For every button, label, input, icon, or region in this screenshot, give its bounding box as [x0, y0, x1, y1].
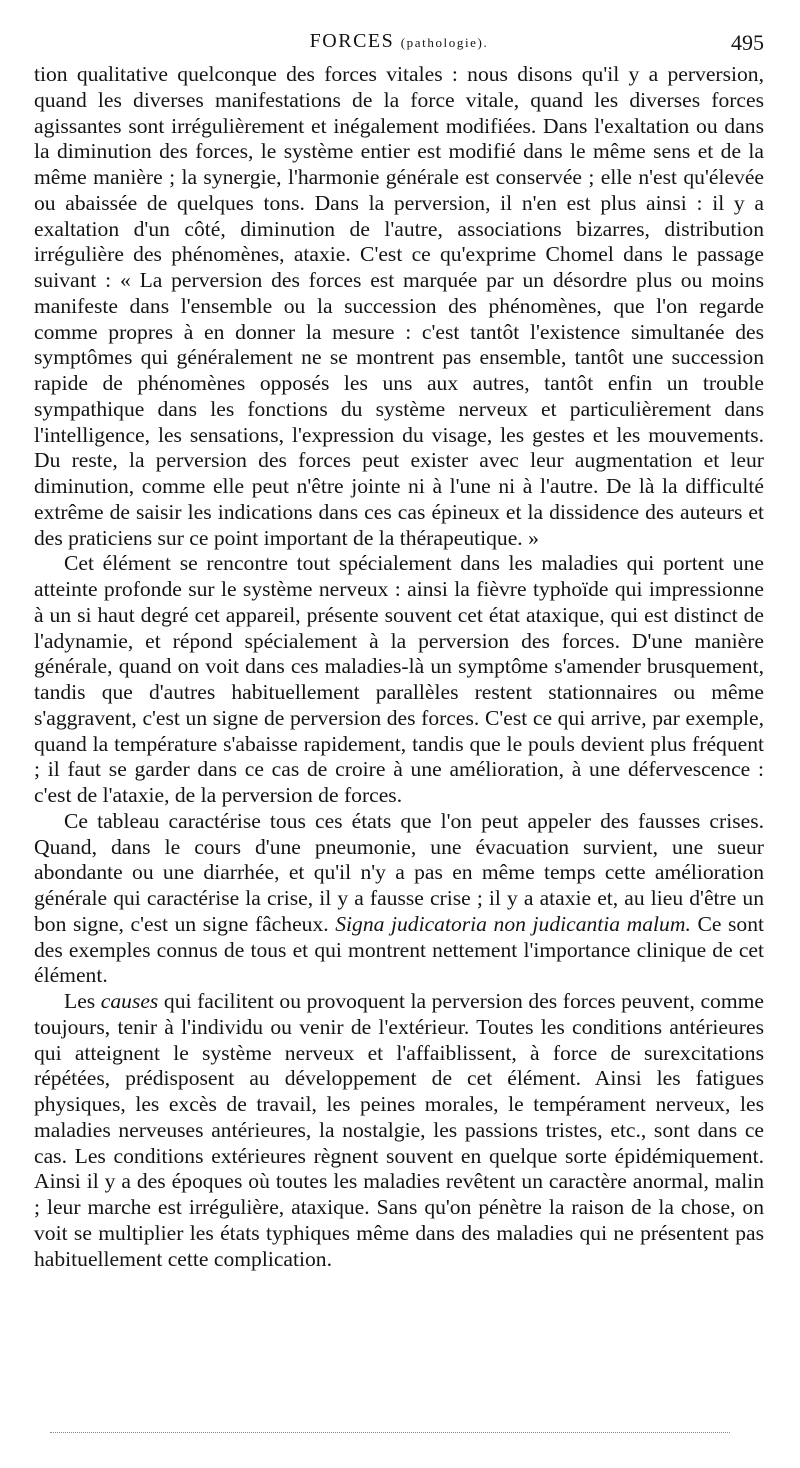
- latin-maxim: Signa judicatoria non judicantia malum.: [335, 911, 691, 936]
- running-header: [34, 30, 764, 64]
- paragraph: Cet élément se rencontre tout spécialement dans les maladies qui portent une atteinte profonde sur le système nerveux : ainsi la fièvre typhoïde qui impressionne à un si haut degré cet appareil, présente souvent cet état ataxique, qui est distinct de l'adynamie, et répond spécialement à la perversion des forces. D'une manière générale, quand on voit dans ces maladies-là un symptôme s'amender brusquement, tandis que d'autres habituellement parallèles restent stationnaires ou même s'aggravent, c'est un signe de perversion des forces. C'est ce qui arrive, par exemple, quand la température s'abaisse rapidement, tandis que le pouls devient plus fréquent ; il faut se garder dans ce cas de croire à une amélioration, à une défervescence : c'est de l'ataxie, de la perversion de forces.: [34, 551, 764, 807]
- paragraph: Les causes qui facilitent ou provoquent la perversion des forces peuvent, comme toujours, tenir à l'individu ou venir de l'extérieur. Toutes les conditions antérieures qui atteignent le système nerveux et l'affaiblissent, à force de surexcitations répétées, prédisposent au développement de cet élément. Ainsi les fatigues physiques, les excès de travail, les peines morales, le tempérament nerveux, les maladies nerveuses antérieures, la nostalgie, les passions tristes, etc., sont dans ce cas. Les conditions extérieures règnent souvent en quelque sorte épidémiquement. Ainsi il y a des époques où toutes les maladies revêtent un caractère anormal, malin ; leur marche est irrégulière, ataxique. Sans qu'on pénètre la raison de la chose, on voit se multiplier les états typhiques même dans des maladies qui ne présentent pas habituellement cette complication.: [34, 989, 764, 1271]
- page-number: 495: [731, 30, 764, 55]
- running-subtitle: (pathologie).: [400, 35, 489, 50]
- emphasis-causes: causes: [100, 989, 159, 1013]
- paragraph: Ce tableau caractérise tous ces états que l'on peut appeler des fausses crises. Quand, dans le cours d'une pneumonie, une évacuation survient, une sueur abondante ou une diarrhée, et qu'il n'y a pas en même temps cette amélioration générale qui caractérise la crise, il y a fausse crise ; il y a ataxie et, au lieu d'être un bon signe, c'est un signe fâcheux. Signa judicatoria non judicantia malum. Ce sont des exemples connus de tous et qui montrent nettement l'importance clinique de cet élément.: [34, 808, 765, 988]
- footer-rule: [50, 1432, 730, 1433]
- body-text: [34, 62, 764, 1272]
- running-title: FORCES (pathologie).: [309, 30, 489, 52]
- paragraph: tion qualitative quelconque des forces vitales : nous disons qu'il y a perversion, quand les diverses manifestations de la force vitale, quand les diverses forces agissantes sont irrégulièrement et inégalement modifiées. Dans l'exaltation ou dans la diminution des forces, le système entier est modifié dans le même sens et de la même manière ; la synergie, l'harmonie générale est conservée ; elle n'est qu'élevée ou abaissée de quelques tons. Dans la perversion, il n'en est plus ainsi : il y a exaltation d'un côté, diminution de l'autre, associations bizarres, distribution irrégulière des phénomènes, ataxie. C'est ce qu'exprime Chomel dans le passage suivant : « La perversion des forces est marquée par un désordre plus ou moins manifeste dans l'ensemble ou la succession des phénomènes, que l'on regarde comme propres à en donner la mesure : c'est tantôt l'existence simultanée des symptômes qui généralement ne se montrent pas ensemble, tantôt une succession rapide de phénomènes opposés les uns aux autres, tantôt enfin un trouble sympathique dans les fonctions du système nerveux et particulièrement dans l'intelligence, les sensations, l'expression du visage, les gestes et les mouvements. Du reste, la perversion des forces peut exister avec leur augmentation et leur diminution, comme elle peut n'être jointe ni à l'une ni à l'autre. De là la difficulté extrême de saisir les indications dans ces cas épineux et la dissidence des auteurs et des praticiens sur ce point important de la thérapeutique. »: [34, 62, 764, 550]
